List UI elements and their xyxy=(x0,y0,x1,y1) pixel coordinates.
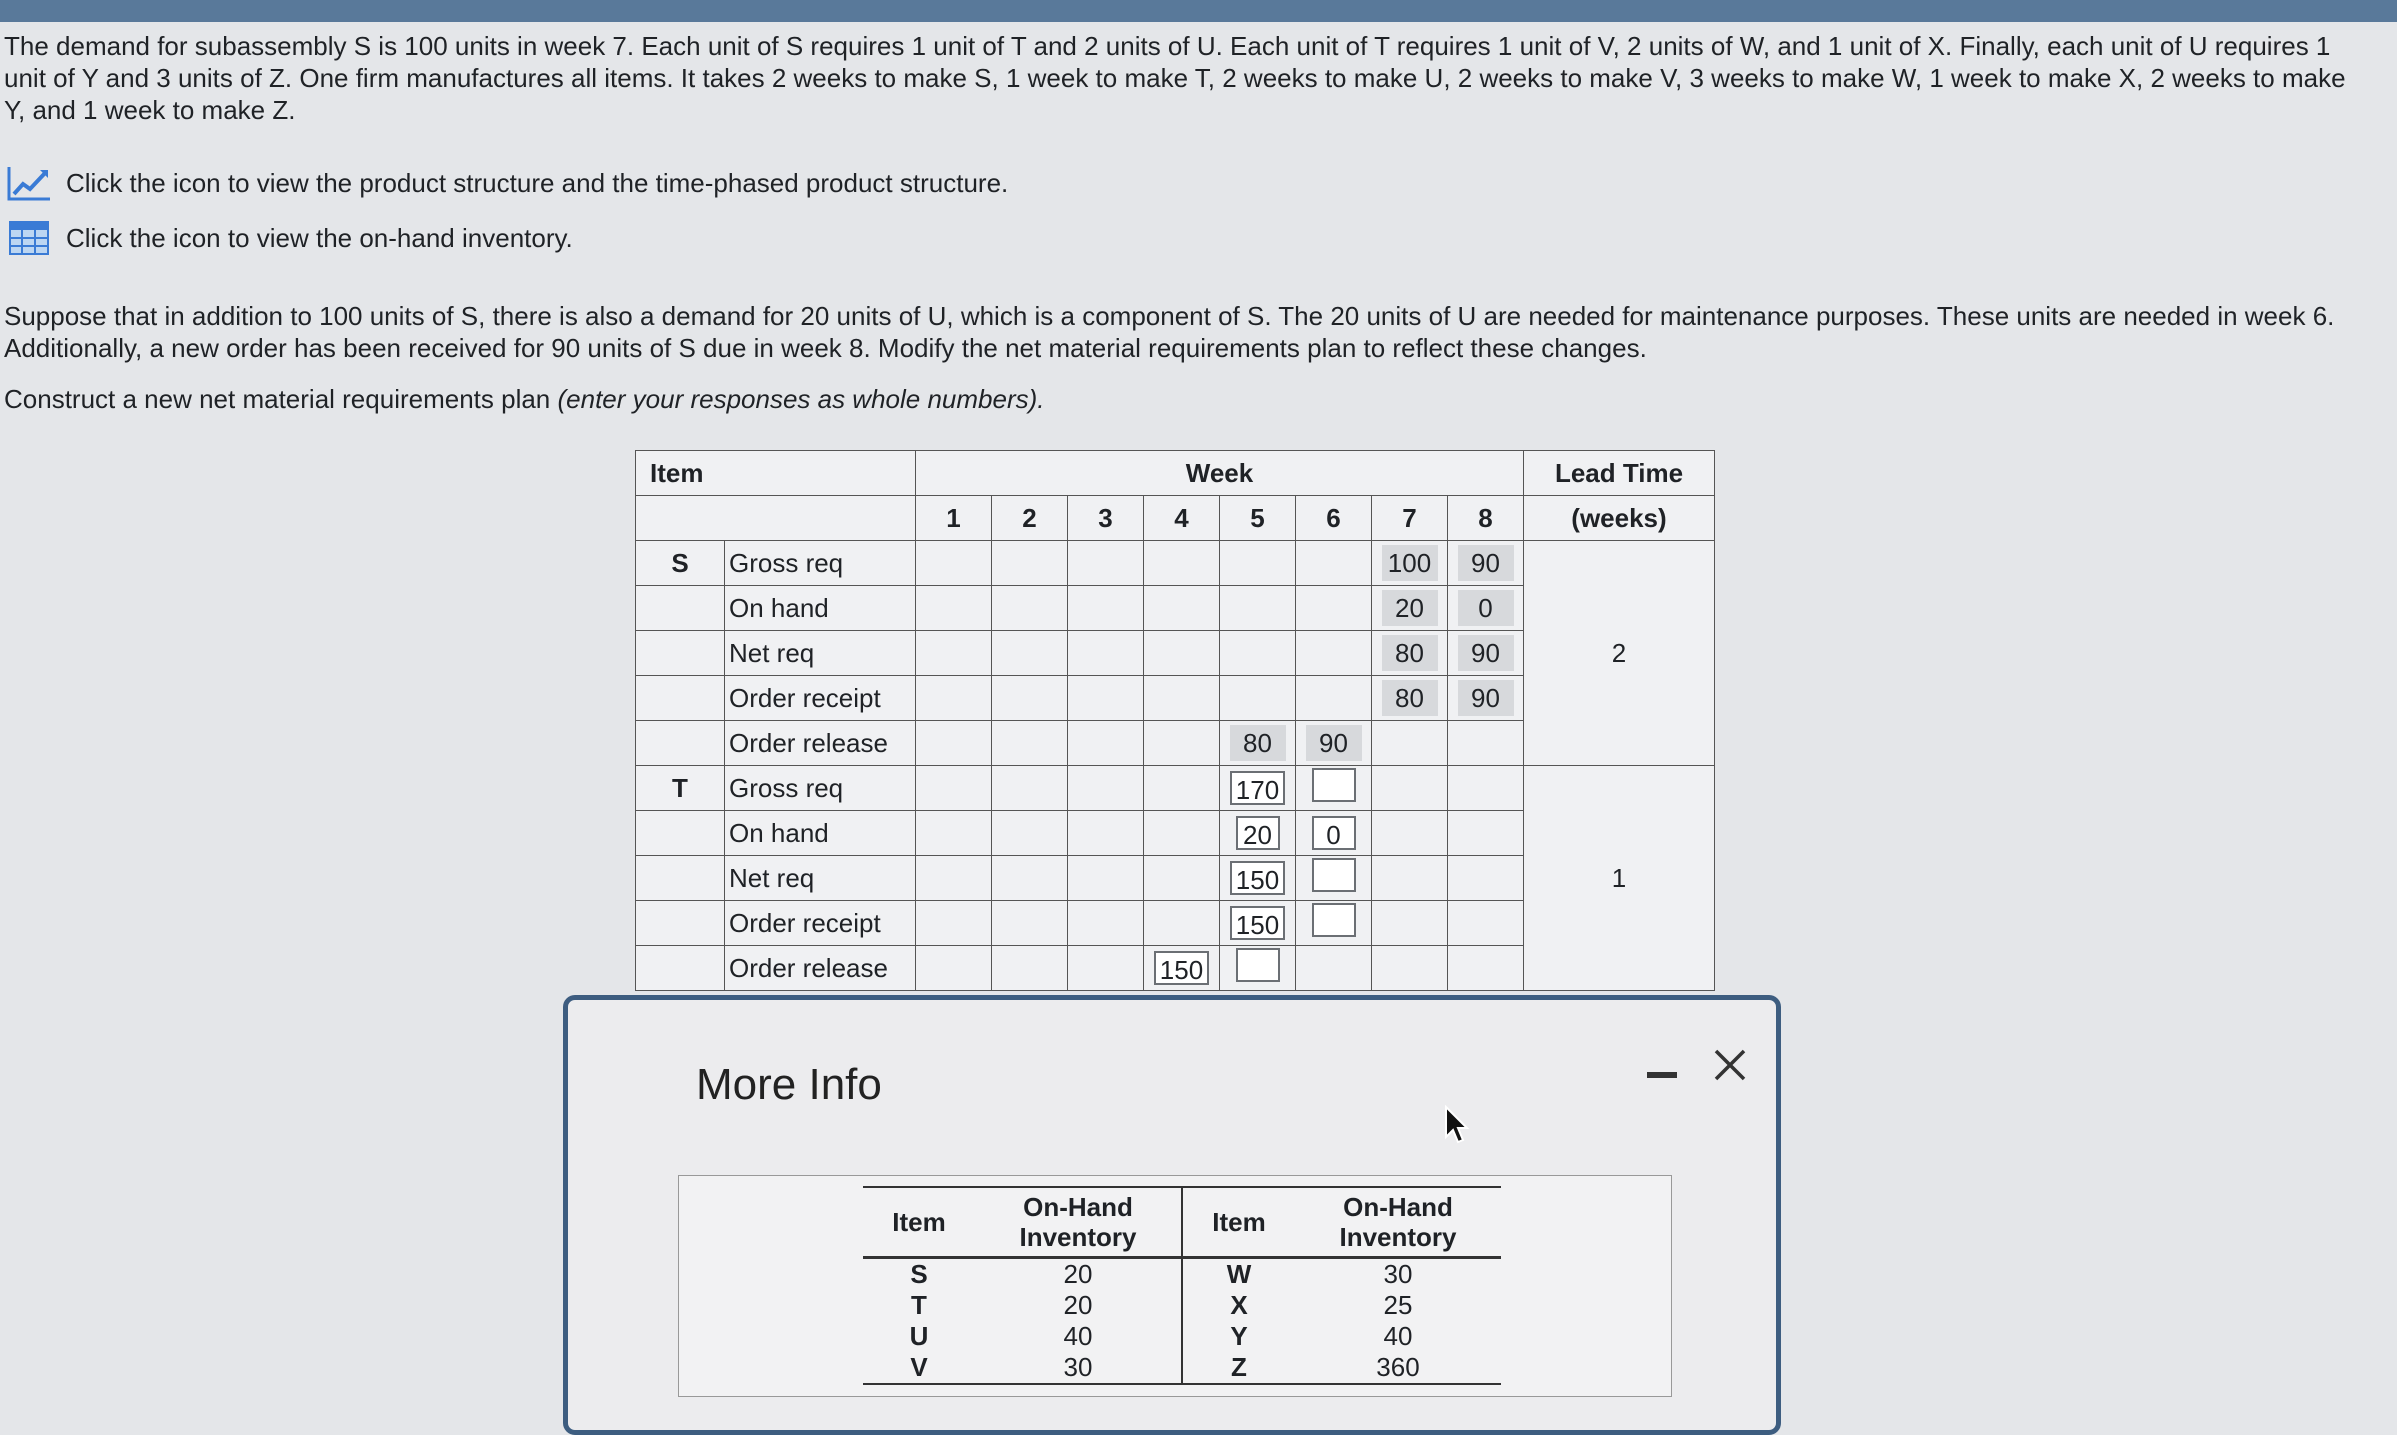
input-box[interactable] xyxy=(1236,948,1280,982)
week-cell xyxy=(1144,631,1220,676)
week-cell xyxy=(992,946,1068,991)
value-cell: 80 xyxy=(1382,680,1438,716)
input-box[interactable]: 150 xyxy=(1230,861,1285,895)
mrp-row-s-0 xyxy=(636,541,1715,586)
week-cell xyxy=(1068,901,1144,946)
week-cell xyxy=(916,901,992,946)
problem-intro: The demand for subassembly S is 100 units in week 7. Each unit of S requires 1 unit of T and 2 units of U. Each unit of T requires 1 unit of V, 2 units of W, and 1 unit of X. Finally, each unit of U requires 1 unit of Y and 3 units of Z. One firm manufactures all items. It takes 2 weeks to make S, 1 week to make T, 2 weeks to make U, 2 weeks to make V, 3 weeks to make W, 1 week to make X, 2 weeks to make Y, and 1 week to make Z. xyxy=(4,31,2346,125)
week-cell xyxy=(992,586,1068,631)
input-box[interactable]: 150 xyxy=(1154,951,1209,985)
week-header-3: 3 xyxy=(1068,496,1144,541)
inv-col-onhand-left xyxy=(975,1187,1182,1258)
mrp-table xyxy=(635,450,1715,991)
row-label: On hand xyxy=(725,811,916,856)
item-cell xyxy=(636,856,725,901)
inv-item: Y xyxy=(1182,1321,1295,1352)
item-cell: T xyxy=(636,766,725,811)
input-box[interactable]: 170 xyxy=(1230,771,1285,805)
week-header-6: 6 xyxy=(1296,496,1372,541)
inventory-table-frame xyxy=(678,1175,1672,1397)
row-label: Net req xyxy=(725,856,916,901)
week-cell xyxy=(1068,721,1144,766)
week-cell xyxy=(1068,946,1144,991)
header-week: Week xyxy=(916,451,1524,496)
item-cell xyxy=(636,901,725,946)
week-cell xyxy=(1220,541,1296,586)
item-cell xyxy=(636,811,725,856)
inv-qty: 30 xyxy=(975,1352,1182,1384)
week-cell xyxy=(1448,676,1524,721)
inv-col-onhand-left-1: On-Hand xyxy=(1023,1192,1133,1222)
inv-item: W xyxy=(1182,1258,1295,1291)
row-label: On hand xyxy=(725,586,916,631)
inv-col-item-left: Item xyxy=(863,1187,975,1258)
week-cell xyxy=(1448,901,1524,946)
value-cell: 0 xyxy=(1458,590,1514,626)
week-cell xyxy=(1068,541,1144,586)
week-cell xyxy=(1068,766,1144,811)
value-cell: 90 xyxy=(1458,635,1514,671)
top-bar xyxy=(0,0,2397,22)
week-cell xyxy=(916,676,992,721)
row-label: Gross req xyxy=(725,541,916,586)
week-cell xyxy=(1448,631,1524,676)
table-grid-icon[interactable] xyxy=(6,218,52,258)
week-cell xyxy=(1372,766,1448,811)
week-cell xyxy=(1296,946,1372,991)
week-cell xyxy=(916,631,992,676)
week-cell xyxy=(1372,946,1448,991)
inv-col-item-right: Item xyxy=(1182,1187,1295,1258)
week-cell xyxy=(916,766,992,811)
input-box[interactable]: 150 xyxy=(1230,906,1285,940)
week-cell xyxy=(1144,811,1220,856)
input-box[interactable] xyxy=(1312,768,1356,802)
week-cell xyxy=(1296,631,1372,676)
week-cell xyxy=(1296,811,1372,856)
minus-icon[interactable] xyxy=(1645,1058,1679,1092)
week-cell xyxy=(1372,856,1448,901)
instruction-text: Construct a new net material requirements plan xyxy=(4,384,558,414)
week-cell xyxy=(1220,856,1296,901)
week-cell xyxy=(1144,721,1220,766)
week-cell xyxy=(1068,811,1144,856)
inv-item: S xyxy=(910,1259,928,1289)
inv-qty: 20 xyxy=(1063,1259,1093,1289)
week-header-7: 7 xyxy=(1372,496,1448,541)
item-cell xyxy=(636,631,725,676)
dialog-title: More Info xyxy=(696,1060,882,1109)
week-cell xyxy=(1448,721,1524,766)
problem-scenario: Suppose that in addition to 100 units of S, there is also a demand for 20 units of U, which is a component of S. The 20 units of U are needed for maintenance purposes. These units are needed in week 6. Additionally, a new order has been received for 90 units of S due in week 8. Modify the net material requirements plan to reflect these changes. xyxy=(4,301,2335,363)
week-cell xyxy=(1220,631,1296,676)
week-cell xyxy=(1448,811,1524,856)
header-item: Item xyxy=(636,451,916,496)
week-cell xyxy=(1220,811,1296,856)
inv-col-onhand-right xyxy=(1295,1187,1501,1258)
week-cell xyxy=(992,721,1068,766)
week-cell xyxy=(916,721,992,766)
week-cell xyxy=(1144,586,1220,631)
week-cell xyxy=(992,766,1068,811)
value-cell: 80 xyxy=(1230,725,1286,761)
week-cell xyxy=(1372,541,1448,586)
week-cell xyxy=(1372,721,1448,766)
header-lead-time: Lead Time xyxy=(1524,451,1715,496)
week-cell xyxy=(1296,541,1372,586)
week-cell xyxy=(992,541,1068,586)
product-structure-link[interactable] xyxy=(6,163,1008,203)
inv-qty: 40 xyxy=(1063,1321,1093,1351)
week-cell xyxy=(992,676,1068,721)
value-cell: 90 xyxy=(1458,545,1514,581)
row-label: Order receipt xyxy=(725,676,916,721)
row-label: Net req xyxy=(725,631,916,676)
week-cell xyxy=(1144,946,1220,991)
inventory-link[interactable] xyxy=(6,218,573,258)
week-cell xyxy=(1372,631,1448,676)
week-header-8: 8 xyxy=(1448,496,1524,541)
inv-qty: 40 xyxy=(1383,1321,1413,1351)
week-cell xyxy=(1144,676,1220,721)
week-cell xyxy=(916,856,992,901)
inv-item: Z xyxy=(1182,1352,1295,1384)
week-cell xyxy=(916,811,992,856)
inventory-table xyxy=(863,1186,1501,1385)
week-cell xyxy=(1144,901,1220,946)
week-cell xyxy=(916,586,992,631)
inventory-row xyxy=(863,1321,1501,1352)
input-box[interactable]: 20 xyxy=(1236,816,1280,850)
row-label: Gross req xyxy=(725,766,916,811)
week-header-5: 5 xyxy=(1220,496,1296,541)
week-cell xyxy=(1068,856,1144,901)
inventory-link-text[interactable]: Click the icon to view the on-hand inventory. xyxy=(66,222,573,253)
week-cell xyxy=(1144,541,1220,586)
week-cell xyxy=(1220,901,1296,946)
week-header-1: 1 xyxy=(916,496,992,541)
week-cell xyxy=(1144,766,1220,811)
week-cell xyxy=(1448,856,1524,901)
input-box[interactable] xyxy=(1312,858,1356,892)
inv-qty: 30 xyxy=(1383,1259,1413,1289)
week-cell xyxy=(992,856,1068,901)
inv-col-onhand-right-2: Inventory xyxy=(1339,1222,1457,1252)
week-cell xyxy=(1448,541,1524,586)
week-header-2: 2 xyxy=(992,496,1068,541)
value-cell: 20 xyxy=(1382,590,1438,626)
week-cell xyxy=(916,946,992,991)
instruction-note: (enter your responses as whole numbers). xyxy=(557,384,1045,414)
week-cell xyxy=(1296,856,1372,901)
inventory-row xyxy=(863,1352,1501,1384)
row-label: Order release xyxy=(725,721,916,766)
input-box[interactable] xyxy=(1312,903,1356,937)
item-cell xyxy=(636,676,725,721)
inv-qty: 360 xyxy=(1295,1352,1501,1384)
item-cell xyxy=(636,721,725,766)
item-cell xyxy=(636,946,725,991)
week-cell xyxy=(1372,676,1448,721)
mouse-cursor-icon xyxy=(1444,1105,1470,1150)
inventory-row xyxy=(863,1290,1501,1321)
inv-item: X xyxy=(1182,1290,1295,1321)
lead-time-cell: 2 xyxy=(1524,541,1715,766)
value-cell: 100 xyxy=(1382,545,1438,581)
week-cell xyxy=(1296,901,1372,946)
week-cell xyxy=(1296,721,1372,766)
value-cell: 80 xyxy=(1382,635,1438,671)
inv-col-onhand-left-2: Inventory xyxy=(1019,1222,1137,1252)
inventory-row xyxy=(863,1258,1501,1291)
item-cell: S xyxy=(636,541,725,586)
item-cell xyxy=(636,586,725,631)
value-cell: 90 xyxy=(1306,725,1362,761)
week-cell xyxy=(1372,901,1448,946)
week-header-4: 4 xyxy=(1144,496,1220,541)
week-cell xyxy=(1448,946,1524,991)
inv-item: T xyxy=(911,1290,927,1320)
inv-item: U xyxy=(909,1321,929,1351)
inv-col-onhand-right-1: On-Hand xyxy=(1343,1192,1453,1222)
inv-qty: 25 xyxy=(1383,1290,1413,1320)
close-icon[interactable] xyxy=(1708,1043,1752,1087)
header-lead-time-unit: (weeks) xyxy=(1524,496,1715,541)
week-cell xyxy=(1068,631,1144,676)
row-label: Order release xyxy=(725,946,916,991)
week-cell xyxy=(1296,586,1372,631)
week-cell xyxy=(992,631,1068,676)
header-blank xyxy=(636,496,916,541)
line-chart-icon[interactable] xyxy=(6,163,52,203)
value-cell: 90 xyxy=(1458,680,1514,716)
mrp-row-t-0 xyxy=(636,766,1715,811)
week-cell xyxy=(1372,811,1448,856)
week-cell xyxy=(1220,676,1296,721)
week-cell xyxy=(992,901,1068,946)
lead-time-cell: 1 xyxy=(1524,766,1715,991)
row-label: Order receipt xyxy=(725,901,916,946)
week-cell xyxy=(1220,721,1296,766)
week-cell xyxy=(1448,766,1524,811)
week-cell xyxy=(916,541,992,586)
week-cell xyxy=(1220,946,1296,991)
inv-qty: 20 xyxy=(1063,1290,1093,1320)
week-cell xyxy=(1220,586,1296,631)
inv-item: V xyxy=(863,1352,975,1384)
product-structure-link-text[interactable]: Click the icon to view the product structure and the time-phased product structure. xyxy=(66,167,1009,198)
week-cell xyxy=(1296,766,1372,811)
week-cell xyxy=(1448,586,1524,631)
week-cell xyxy=(1068,586,1144,631)
week-cell xyxy=(1372,586,1448,631)
instruction xyxy=(4,383,2304,415)
week-cell xyxy=(1220,766,1296,811)
week-cell xyxy=(1296,676,1372,721)
week-cell xyxy=(992,811,1068,856)
week-cell xyxy=(1068,676,1144,721)
input-box[interactable]: 0 xyxy=(1312,816,1356,850)
week-cell xyxy=(1144,856,1220,901)
more-info-dialog xyxy=(563,995,1781,1435)
